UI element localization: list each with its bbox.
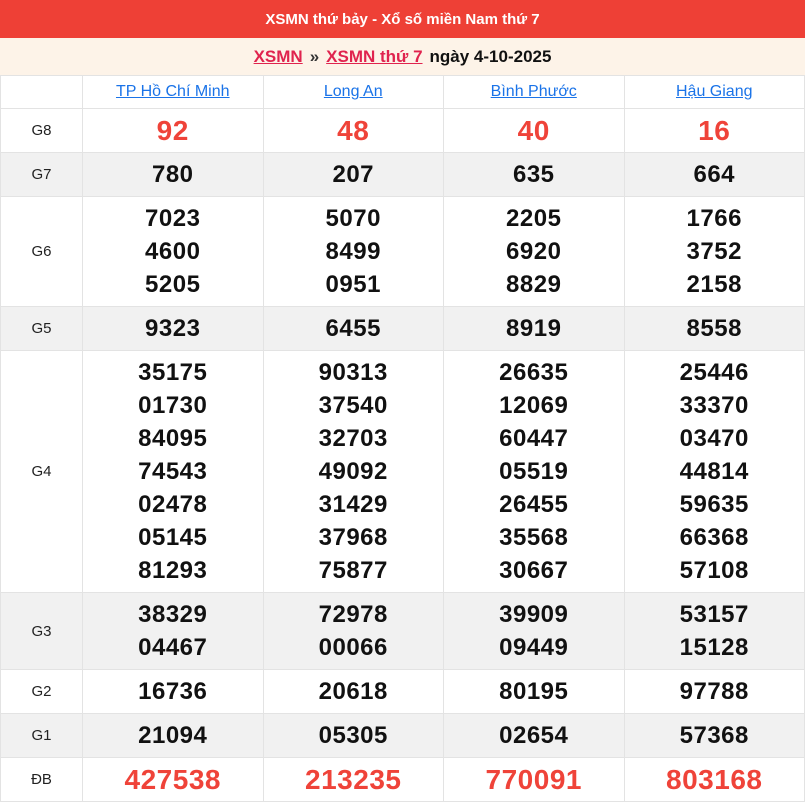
prize-number: 35568 [499, 524, 569, 551]
prize-number: 33370 [679, 392, 749, 419]
prize-number: 05305 [318, 722, 388, 749]
prize-number: 664 [693, 161, 736, 188]
prize-number: 05145 [138, 524, 208, 551]
prize-cell [444, 351, 625, 593]
province-link-hau-giang[interactable]: Hậu Giang [676, 83, 753, 100]
prize-number: 5205 [145, 271, 201, 298]
prize-cell [444, 714, 625, 758]
results-table [0, 75, 805, 802]
prize-number: 32703 [318, 425, 388, 452]
prize-row [1, 758, 805, 802]
prize-number: 01730 [138, 392, 208, 419]
breadcrumb [0, 38, 805, 75]
prize-cell [444, 593, 625, 670]
province-header-tp-ho-chi-minh [83, 76, 264, 109]
prize-number: 16736 [138, 678, 208, 705]
prize-label: G8 [1, 109, 83, 153]
prize-row [1, 307, 805, 351]
prize-number: 35175 [138, 359, 208, 386]
prize-number: 0951 [325, 271, 381, 298]
prize-number: 38329 [138, 601, 208, 628]
prize-number: 44814 [679, 458, 749, 485]
prize-cell [83, 714, 264, 758]
prize-number: 16 [698, 115, 731, 146]
province-link-tp-ho-chi-minh[interactable]: TP Hồ Chí Minh [115, 83, 230, 100]
prize-number: 09449 [499, 634, 569, 661]
prize-number: 74543 [138, 458, 208, 485]
prize-number: 20618 [318, 678, 388, 705]
prize-number: 84095 [138, 425, 208, 452]
prize-label: G5 [1, 307, 83, 351]
prize-cell [624, 307, 805, 351]
prize-row [1, 593, 805, 670]
prize-cell [444, 307, 625, 351]
prize-number: 207 [332, 161, 375, 188]
prize-number: 15128 [679, 634, 749, 661]
prize-number: 48 [337, 115, 370, 146]
prize-number: 8558 [686, 315, 742, 342]
prize-number: 3752 [686, 238, 742, 265]
prize-cell [624, 109, 805, 153]
prize-cell [444, 109, 625, 153]
prize-number: 2158 [686, 271, 742, 298]
prize-label: ĐB [1, 758, 83, 802]
prize-cell [263, 307, 444, 351]
prize-cell [444, 197, 625, 307]
prize-number: 72978 [318, 601, 388, 628]
prize-number: 213235 [305, 764, 402, 795]
prize-label: G1 [1, 714, 83, 758]
prize-cell [263, 593, 444, 670]
prize-number: 1766 [686, 205, 742, 232]
prize-number: 26455 [499, 491, 569, 518]
prize-label: G7 [1, 153, 83, 197]
prize-cell [444, 758, 625, 802]
breadcrumb-link-xsmn-thu-7[interactable]: XSMN thứ 7 [326, 46, 423, 66]
province-header-hau-giang [624, 76, 805, 109]
prize-number: 780 [151, 161, 194, 188]
prize-row [1, 714, 805, 758]
prize-cell [263, 197, 444, 307]
prize-cell [624, 670, 805, 714]
prize-cell [444, 153, 625, 197]
prize-number: 39909 [499, 601, 569, 628]
prize-label: G3 [1, 593, 83, 670]
prize-number: 2205 [506, 205, 562, 232]
prize-cell [624, 758, 805, 802]
prize-cell [83, 351, 264, 593]
prize-number: 770091 [485, 764, 582, 795]
breadcrumb-link-xsmn[interactable]: XSMN [253, 46, 303, 66]
prize-number: 8829 [506, 271, 562, 298]
province-link-binh-phuoc[interactable]: Bình Phước [490, 83, 577, 100]
province-header-long-an [263, 76, 444, 109]
prize-cell [444, 670, 625, 714]
prize-number: 80195 [499, 678, 569, 705]
prize-row [1, 197, 805, 307]
prize-number: 25446 [679, 359, 749, 386]
breadcrumb-date: ngày 4-10-2025 [429, 46, 552, 66]
prize-number: 90313 [318, 359, 388, 386]
prize-number: 57108 [679, 557, 749, 584]
prize-cell [263, 714, 444, 758]
prize-number: 02654 [499, 722, 569, 749]
prize-label: G2 [1, 670, 83, 714]
prize-number: 04467 [138, 634, 208, 661]
prize-cell [624, 593, 805, 670]
prize-row [1, 109, 805, 153]
prize-cell [263, 670, 444, 714]
prize-number: 12069 [499, 392, 569, 419]
page-title: XSMN thứ bảy - Xổ số miền Nam thứ 7 [265, 10, 540, 28]
prize-number: 59635 [679, 491, 749, 518]
prize-cell [83, 758, 264, 802]
prize-number: 8919 [506, 315, 562, 342]
province-link-long-an[interactable]: Long An [323, 83, 383, 100]
prize-cell [83, 593, 264, 670]
prize-cell [624, 714, 805, 758]
prize-cell [624, 351, 805, 593]
prize-number: 02478 [138, 491, 208, 518]
prize-number: 7023 [145, 205, 201, 232]
prize-number: 57368 [679, 722, 749, 749]
prize-cell [83, 153, 264, 197]
prize-number: 75877 [318, 557, 388, 584]
prize-number: 6455 [325, 315, 381, 342]
prize-number: 31429 [318, 491, 388, 518]
prize-number: 03470 [679, 425, 749, 452]
prize-label: G4 [1, 351, 83, 593]
prize-number: 37968 [318, 524, 388, 551]
prize-number: 21094 [138, 722, 208, 749]
prize-row [1, 351, 805, 593]
prize-cell [624, 153, 805, 197]
prize-number: 5070 [325, 205, 381, 232]
prize-cell [263, 758, 444, 802]
prize-cell [263, 109, 444, 153]
prize-number: 49092 [318, 458, 388, 485]
prize-cell [624, 197, 805, 307]
breadcrumb-separator: » [309, 46, 320, 66]
prize-cell [83, 670, 264, 714]
prize-number: 6920 [506, 238, 562, 265]
prize-label-column-header [1, 76, 83, 109]
prize-number: 803168 [666, 764, 763, 795]
prize-number: 92 [156, 115, 189, 146]
prize-number: 60447 [499, 425, 569, 452]
prize-number: 4600 [145, 238, 201, 265]
prize-cell [83, 197, 264, 307]
prize-number: 30667 [499, 557, 569, 584]
prize-number: 37540 [318, 392, 388, 419]
page-title-bar [0, 0, 805, 38]
prize-number: 635 [512, 161, 555, 188]
prize-number: 8499 [325, 238, 381, 265]
province-header-binh-phuoc [444, 76, 625, 109]
prize-cell [83, 109, 264, 153]
prize-number: 97788 [679, 678, 749, 705]
prize-number: 00066 [318, 634, 388, 661]
prize-number: 26635 [499, 359, 569, 386]
prize-number: 53157 [679, 601, 749, 628]
prize-number: 81293 [138, 557, 208, 584]
province-header-row [1, 76, 805, 109]
prize-label: G6 [1, 197, 83, 307]
prize-number: 427538 [124, 764, 221, 795]
prize-number: 9323 [145, 315, 201, 342]
prize-cell [263, 351, 444, 593]
prize-cell [83, 307, 264, 351]
prize-cell [263, 153, 444, 197]
prize-number: 66368 [679, 524, 749, 551]
prize-number: 40 [517, 115, 550, 146]
prize-number: 05519 [499, 458, 569, 485]
prize-row [1, 670, 805, 714]
prize-row [1, 153, 805, 197]
